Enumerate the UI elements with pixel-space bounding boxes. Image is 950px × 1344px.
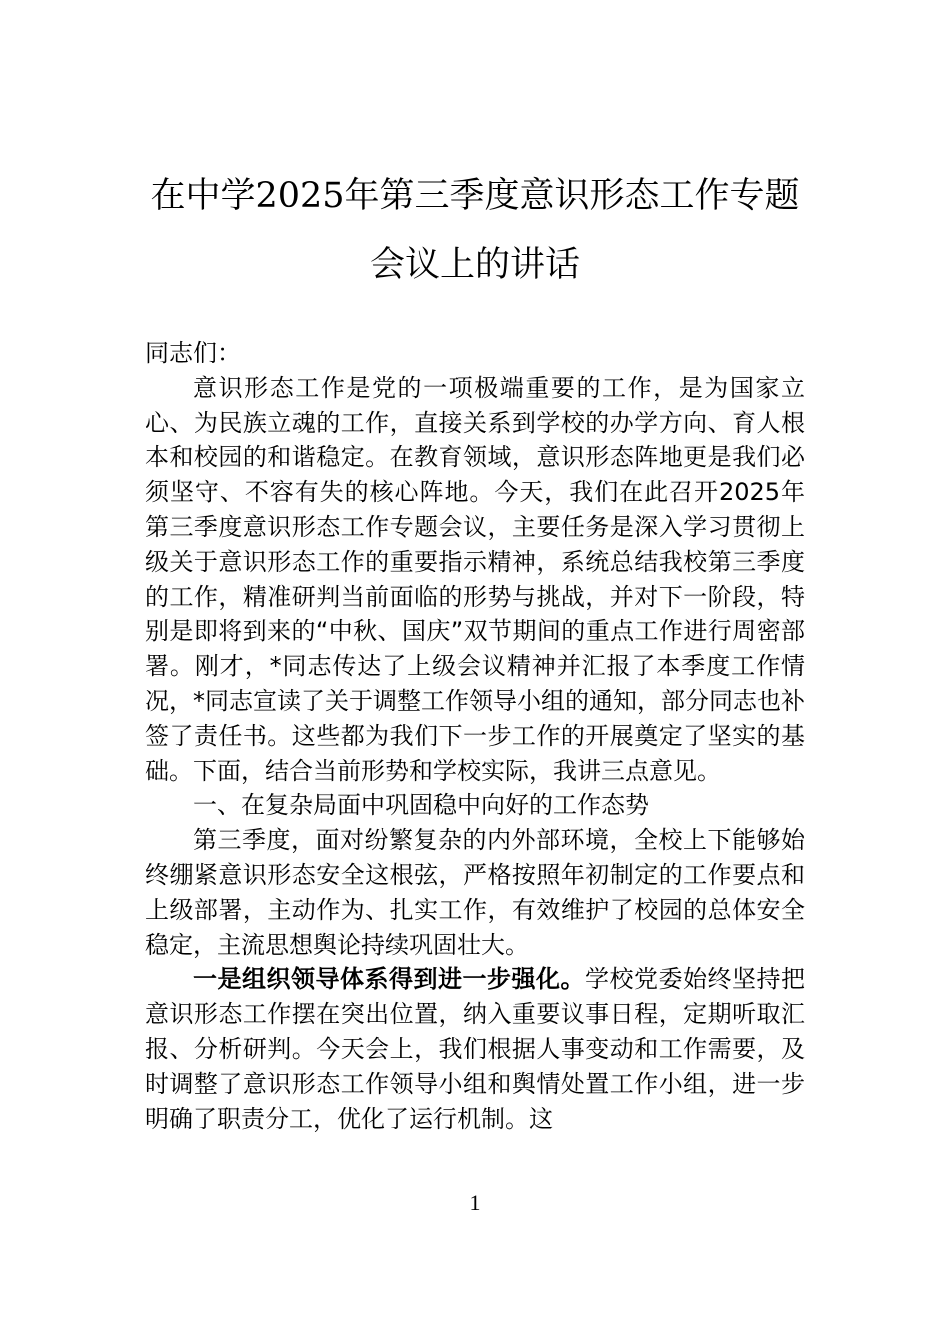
document-title-line-1: 在中学2025年第三季度意识形态工作专题 xyxy=(150,176,800,216)
paragraph-section-1: 第三季度，面对纷繁复杂的内外部环境，全校上下能够始终绷紧意识形态安全这根弦，严格按照年初制定的工作要点和上级部署，主动作为、扎实工作，有效维护了校园的总体安全稳定，主流思想舆论持续巩固壮大。 xyxy=(145,826,805,959)
paragraph-point-1 xyxy=(145,962,805,1136)
paragraph-intro: 意识形态工作是党的一项极端重要的工作，是为国家立心、为民族立魂的工作，直接关系到学校的办学方向、育人根本和校园的和谐稳定。在教育领域，意识形态阵地更是我们必须坚守、不容有失的核心阵地。今天，我们在此召开2025年第三季度意识形态工作专题会议，主要任务是深入学习贯彻上级关于意识形态工作的重要指示精神，系统总结我校第三季度的工作，精准研判当前面临的形势与挑战，并对下一阶段，特别是即将到来的“中秋、国庆”双节期间的重点工作进行周密部署。刚才，*同志传达了上级会议精神并汇报了本季度工作情况，*同志宣读了关于调整工作领导小组的通知，部分同志也补签了责任书。这些都为我们下一步工作的开展奠定了坚实的基础。下面，结合当前形势和学校实际，我讲三点意见。 xyxy=(145,373,805,785)
page-number: 1 xyxy=(469,1190,481,1215)
point-1-text: 学校党委始终坚持把意识形态工作摆在突出位置，纳入重要议事日程，定期听取汇报、分析研判。今天会上，我们根据人事变动和工作需要，及时调整了意识形态工作领导小组和舆情处置工作小组，进一步明确了职责分工，优化了运行机制。这 xyxy=(145,965,805,1133)
section-heading-1: 一、在复杂局面中巩固稳中向好的工作态势 xyxy=(193,791,649,820)
document-body xyxy=(145,336,805,1136)
salutation: 同志们： xyxy=(145,339,241,367)
point-1-lead: 一是组织领导体系得到进一步强化。 xyxy=(193,965,585,994)
document-title-line-2: 会议上的讲话 xyxy=(369,245,580,285)
